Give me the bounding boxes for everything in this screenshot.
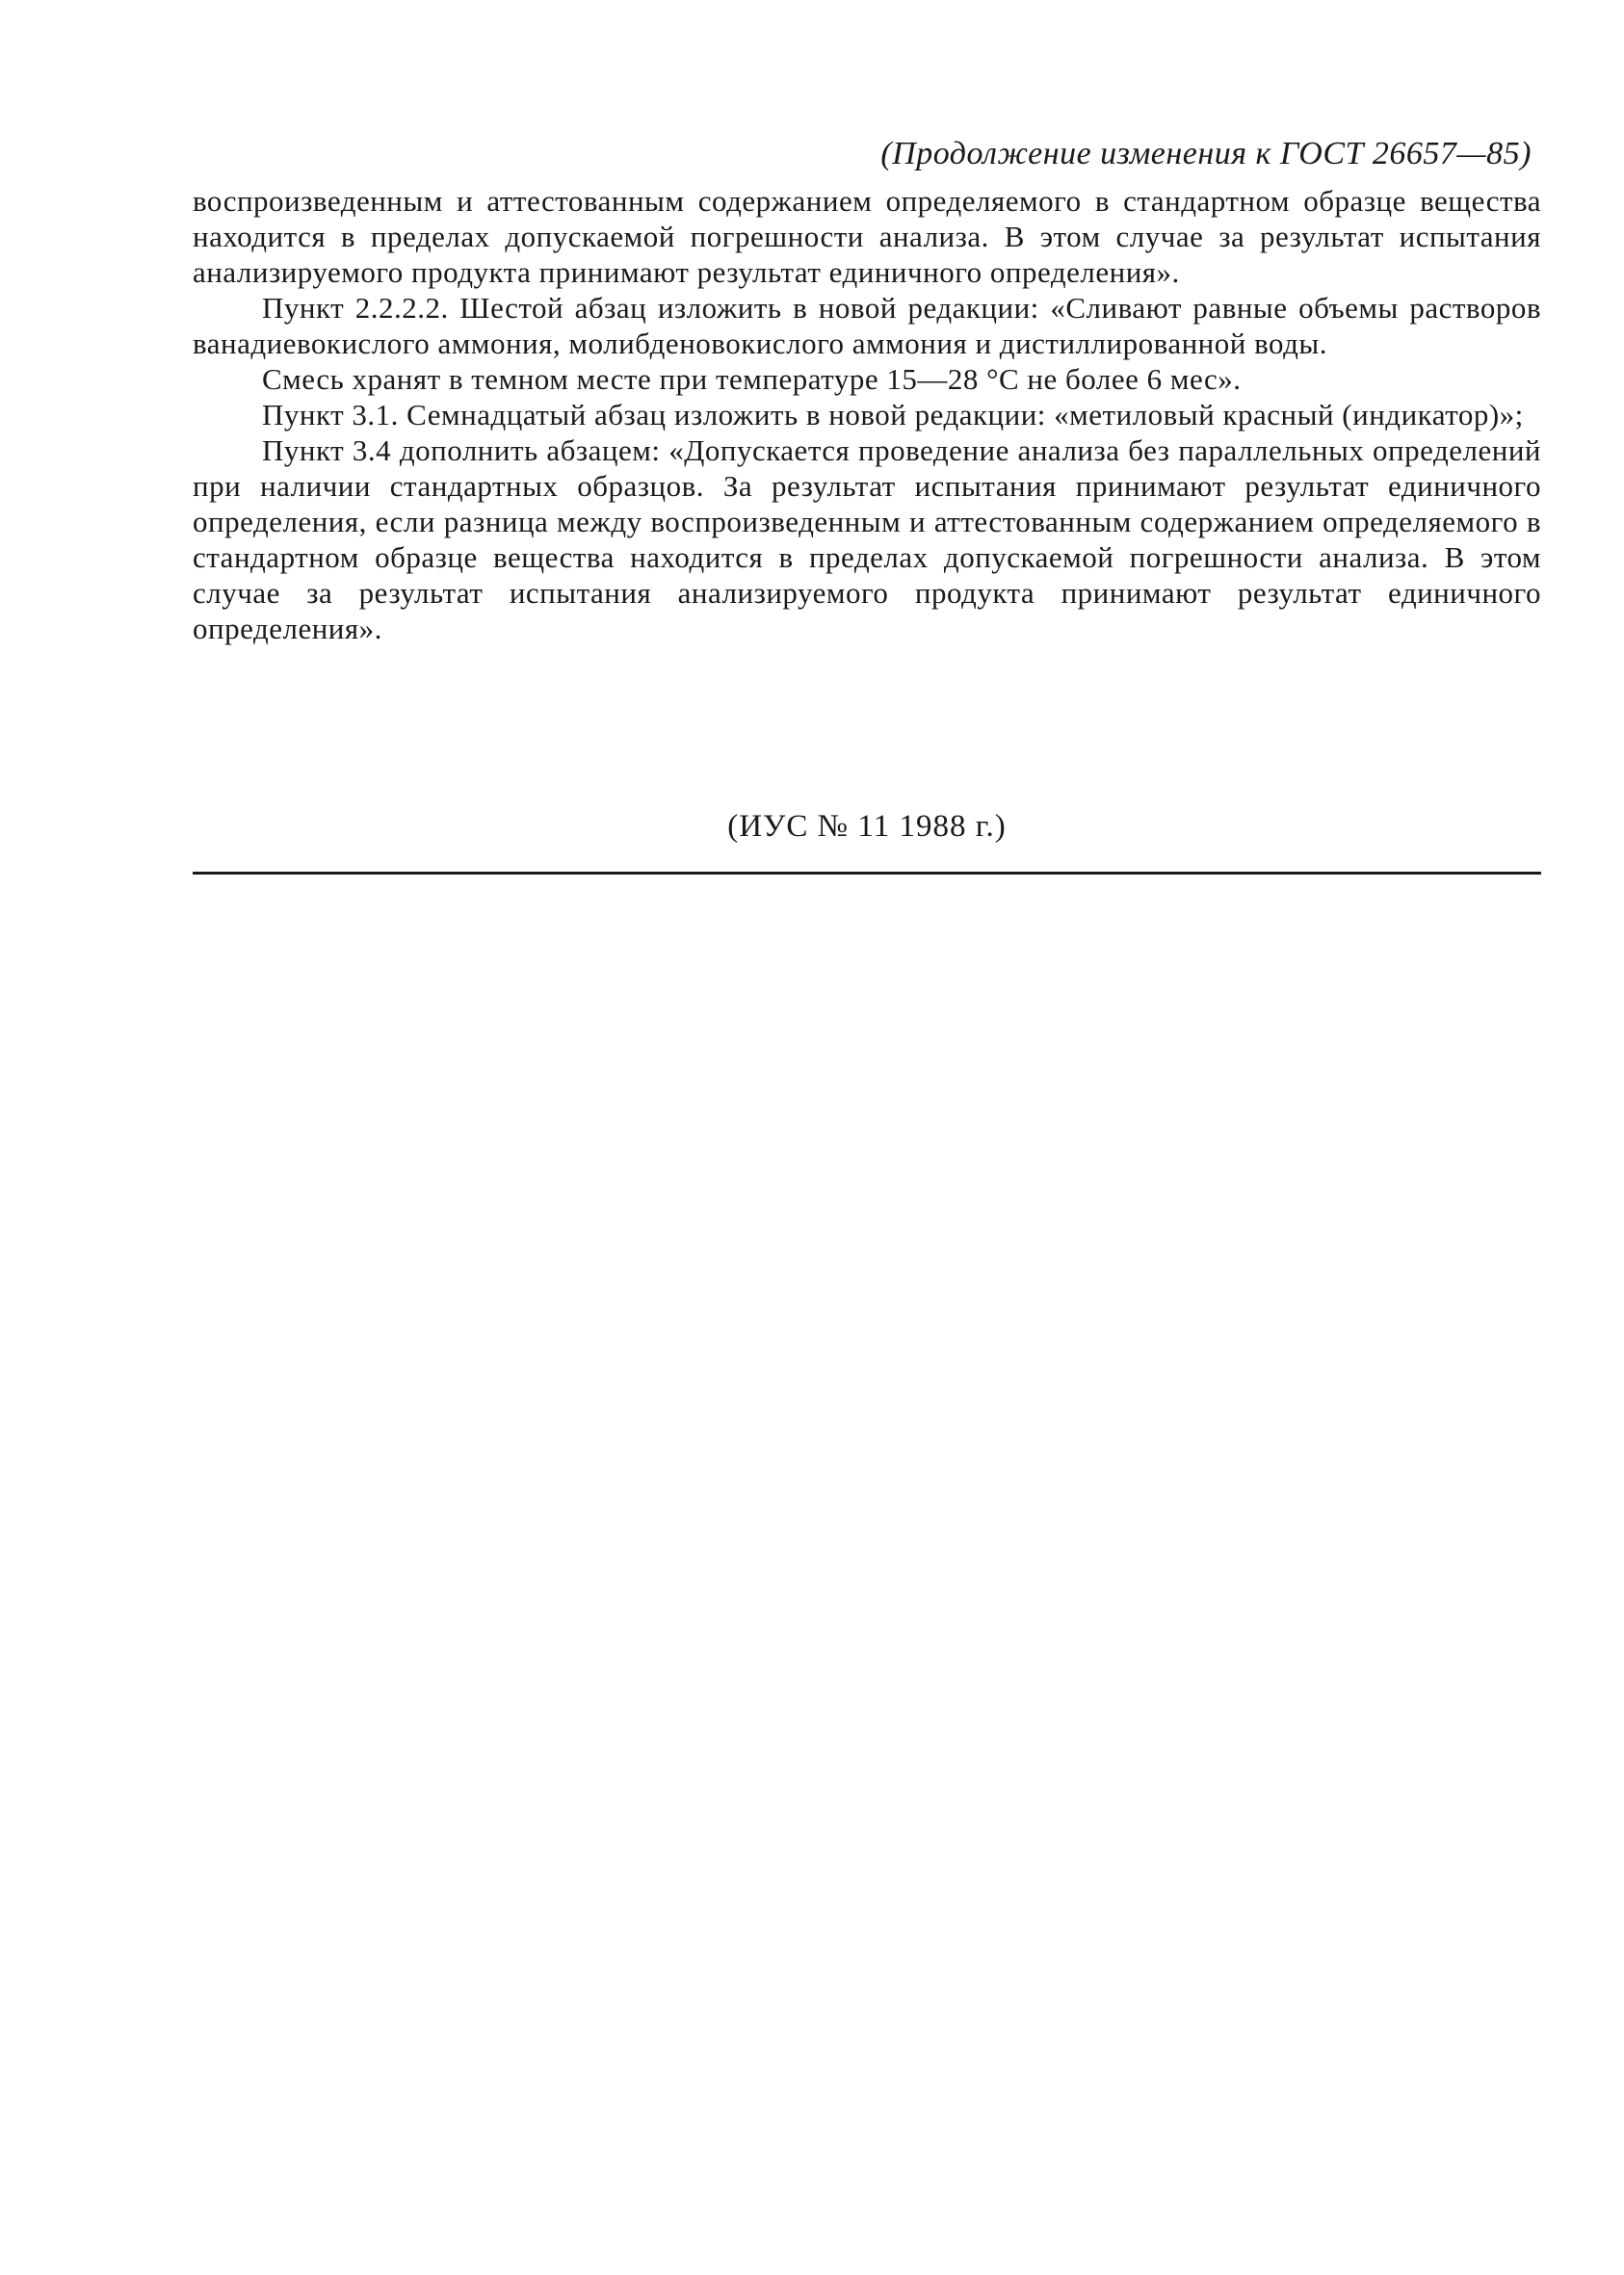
amendment-text <box>193 183 1541 646</box>
paragraph-continuation: воспроизведенным и аттестованным содержанием определяемого в стандартном образце вещества находится в пределах допускаемой погрешности анализа. В этом случае за результат испытания анализируемого продукта принимают результат единичного определения». <box>193 184 1541 289</box>
horizontal-rule <box>193 872 1541 875</box>
source-reference: (ИУС № 11 1988 г.) <box>727 809 1007 844</box>
paragraph-item-3-4: Пункт 3.4 дополнить абзацем: «Допускается проведение анализа без параллельных определений при наличии стандартных образцов. За результат испытания принимают результат единичного определения, если разница между воспроизведенным и аттестованным содержанием определяемого в стандартном образце вещества находится в пределах допускаемой погрешности анализа. В этом случае за результат испытания анализируемого продукта принимают результат единичного определения». <box>193 433 1541 645</box>
paragraph-item-3-1: Пункт 3.1. Семнадцатый абзац изложить в новой редакции: «метиловый красный (индикатор)»; <box>262 398 1524 431</box>
page-header: (Продолжение изменения к ГОСТ 26657—85) <box>880 136 1532 171</box>
paragraph-storage: Смесь хранят в темном месте при температуре 15—28 °С не более 6 мес». <box>262 362 1242 396</box>
paragraph-item-2-2-2-2: Пункт 2.2.2.2. Шестой абзац изложить в новой редакции: «Сливают равные объемы растворов ванадиевокислого аммония, молибденовокислого аммония и дистиллированной воды. <box>193 291 1541 360</box>
